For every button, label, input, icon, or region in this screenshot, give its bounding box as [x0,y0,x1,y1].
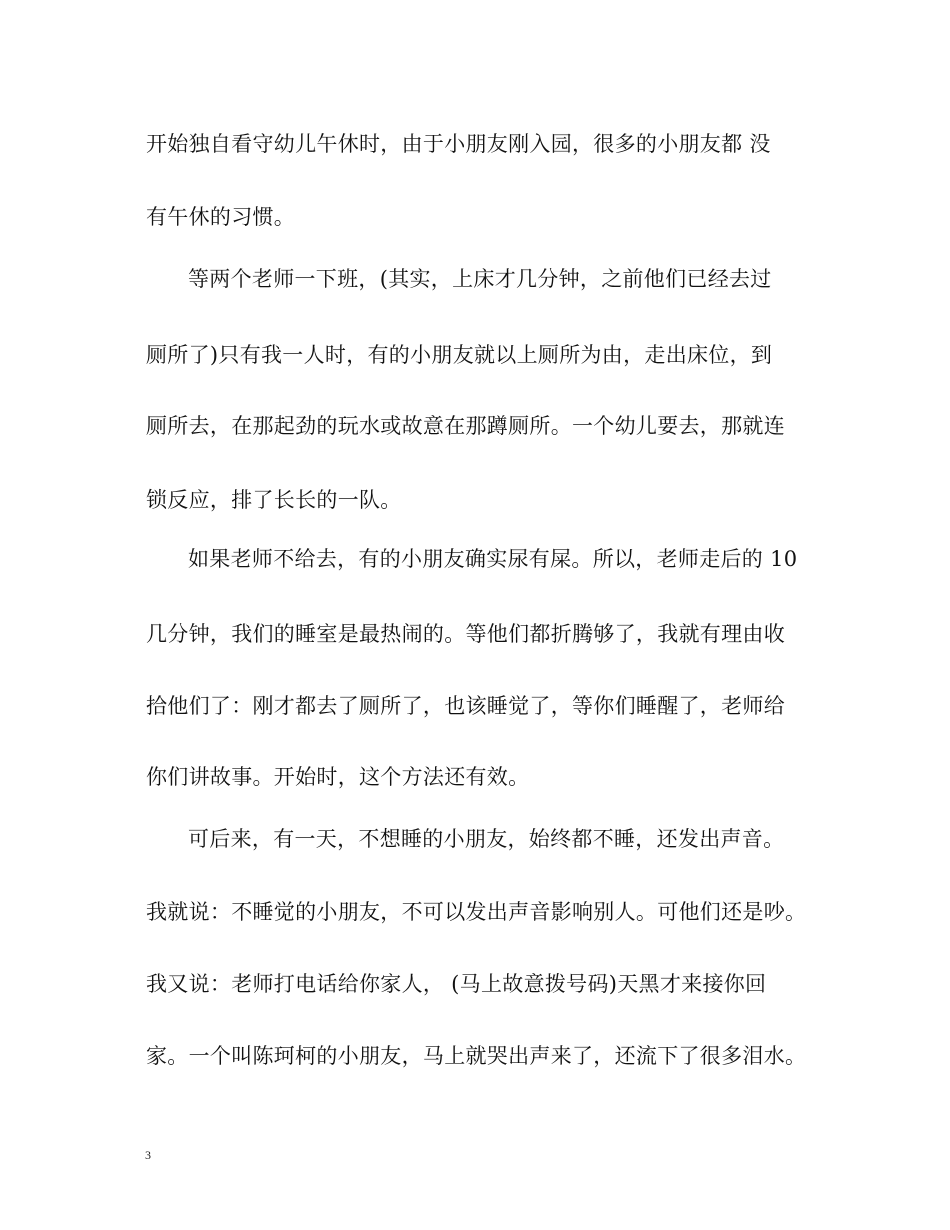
text-line: 你们讲故事。开始时，这个方法还有效。 [146,765,530,789]
text-line: 我就说：不睡觉的小朋友，不可以发出声音影响别人。可他们还是吵。 [146,900,807,924]
text-line: 厕所去，在那起劲的玩水或故意在那蹲厕所。一个幼儿要去，那就连 [146,414,785,438]
text-line: 家。一个叫陈珂柯的小朋友，马上就哭出声来了，还流下了很多泪水。 [146,1044,807,1068]
paragraph-first-line: 如果老师不给去，有的小朋友确实尿有屎。所以，老师走后的 10 [188,547,798,571]
paragraph-first-line: 可后来，有一天，不想睡的小朋友，始终都不睡，还发出声音。 [188,827,785,851]
text-line: 拾他们了：刚才都去了厕所了，也该睡觉了，等你们睡醒了，老师给 [146,694,785,718]
text-line: 几分钟，我们的睡室是最热闹的。等他们都折腾够了，我就有理由收 [146,622,785,646]
text-line: 开始独自看守幼儿午休时，由于小朋友刚入园，很多的小朋友都 没 [146,132,771,156]
page-number: 3 [145,1148,151,1162]
text-line: 厕所了)只有我一人时，有的小朋友就以上厕所为由，走出床位，到 [146,343,773,367]
text-line: 锁反应，排了长长的一队。 [146,488,402,512]
paragraph-first-line: 等两个老师一下班，(其实，上床才几分钟，之前他们已经去过 [188,267,772,291]
text-line: 我又说：老师打电话给你家人， (马上故意拨号码)天黑才来接你回 [146,972,767,996]
text-line: 有午休的习惯。 [146,205,296,229]
